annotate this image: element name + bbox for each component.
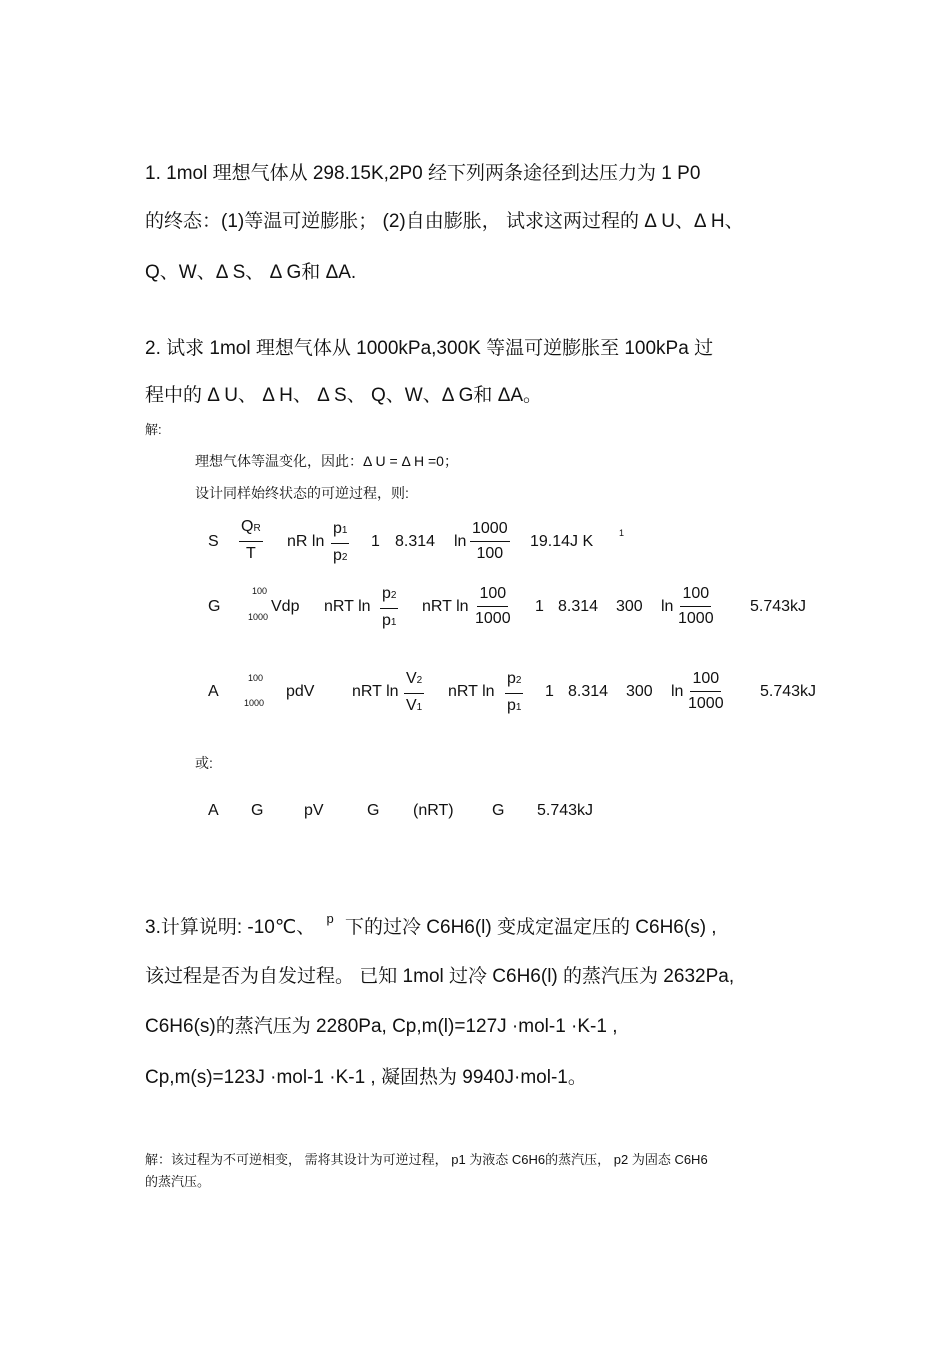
eq-s-frac2-den-sub: 2 <box>341 552 348 563</box>
eq-alt-g3: G <box>492 802 505 819</box>
eq-g-frac2-den: 1000 <box>475 610 511 627</box>
q2-line-1: 2. 试求 1mol 理想气体从 1000kPa,300K 等温可逆膨胀至 100kPa 过 <box>145 338 714 359</box>
eq-g-integrand: Vdp <box>271 598 300 615</box>
eq-g-frac1-num-sub: 2 <box>390 590 397 601</box>
eq-a-frac3-den: 1000 <box>688 695 724 712</box>
eq-g-fraction-3 <box>678 584 714 629</box>
eq-a-term2: nRT ln <box>448 683 495 700</box>
eq-a-ln: ln <box>671 683 684 700</box>
eq-a-frac2-num-sub: 2 <box>515 675 522 686</box>
eq-g-frac1-den-sub: 1 <box>390 617 397 628</box>
eq-a-frac1-num-sub: 2 <box>416 675 423 686</box>
or-label: 或: <box>195 755 213 771</box>
eq-a-lhs: A <box>208 683 219 700</box>
q1-line-1: 1. 1mol 理想气体从 298.15K,2P0 经下列两条途径到达压力为 1 P0 <box>145 163 701 184</box>
eq-s-frac2-num-sub: 1 <box>341 525 348 536</box>
eq-g-r: 8.314 <box>558 598 599 615</box>
eq-a-frac1-num: V <box>406 670 417 687</box>
eq-a-frac1-den-sub: 1 <box>416 702 423 713</box>
eq-g-t: 300 <box>616 598 643 615</box>
solution-text-2: 设计同样始终状态的可逆过程，则: <box>195 485 409 501</box>
eq-s-frac3-den: 100 <box>476 545 504 562</box>
eq-a-upper-limit: 100 <box>248 673 264 683</box>
eq-g-lower-limit: 1000 <box>248 612 269 622</box>
eq-a-term1: nRT ln <box>352 683 399 700</box>
eq-g-ln: ln <box>661 598 674 615</box>
eq-alt-g2: G <box>367 802 380 819</box>
eq-g-frac2-num: 100 <box>477 584 508 607</box>
eq-s-frac1-den: T <box>245 545 256 562</box>
eq-g-frac3-den: 1000 <box>678 610 714 627</box>
eq-a-lower-limit: 1000 <box>244 698 265 708</box>
eq-a-frac2-den-sub: 1 <box>515 702 522 713</box>
eq-g-term2: nRT ln <box>422 598 469 615</box>
eq-a-integrand: pdV <box>286 683 315 700</box>
eq-a-t: 300 <box>626 683 653 700</box>
eq-alt-nrt: (nRT) <box>413 802 454 819</box>
eq-s-frac1-num-sub: R <box>253 523 261 534</box>
eq-g-result: 5.743kJ <box>750 598 807 615</box>
q3-line-1-end: 下的过冷 C6H6(l) 变成定温定压的 C6H6(s) , <box>345 917 717 938</box>
eq-alt-a: A <box>208 802 219 819</box>
eq-s-r: 8.314 <box>395 533 436 550</box>
eq-g-fraction-p <box>380 584 398 633</box>
eq-s-fraction-p <box>331 519 349 568</box>
solution-text-1: 理想气体等温变化，因此：Δ U = Δ H =0； <box>195 453 458 469</box>
eq-alt-g1: G <box>251 802 264 819</box>
solution3-line-2: 的蒸汽压。 <box>145 1174 211 1189</box>
eq-a-fraction-p <box>505 669 523 718</box>
eq-a-one: 1 <box>545 683 554 700</box>
eq-g-fraction-2 <box>475 584 511 629</box>
eq-a-r: 8.314 <box>568 683 609 700</box>
eq-a-frac3-num: 100 <box>690 669 721 692</box>
q1-line-3: Q、W、Δ S、 Δ G和 ΔA. <box>145 262 357 283</box>
q3-line-1 <box>145 912 717 939</box>
eq-alt-pv: pV <box>304 802 324 819</box>
eq-s-frac2-num: p <box>333 520 342 537</box>
eq-s-fraction-ratio <box>470 519 510 564</box>
eq-s-frac2-den: p <box>333 547 342 564</box>
eq-s-term: nR ln <box>287 533 325 550</box>
eq-a-result: 5.743kJ <box>760 683 817 700</box>
q3-line-4: Cp,m(s)=123J ·mol-1 ·K-1 , 凝固热为 9940J·mol-1。 <box>145 1067 587 1088</box>
eq-g-frac1-den: p <box>382 612 391 629</box>
eq-a-fraction-v <box>404 669 424 718</box>
solution3-line-1: 解：该过程为不可逆相变， 需将其设计为可逆过程， p1 为液态 C6H6的蒸汽压， p2 为固态 C6H6 <box>145 1152 708 1167</box>
q1-line-2: 的终态：(1)等温可逆膨胀； (2)自由膨胀， 试求这两过程的 Δ U、Δ H、 <box>145 211 744 232</box>
eq-g-frac1-num: p <box>382 585 391 602</box>
q3-p-symbol: p <box>326 911 334 926</box>
eq-g-frac3-num: 100 <box>680 584 711 607</box>
solution-label: 解: <box>145 422 162 437</box>
eq-a-frac2-num: p <box>507 670 516 687</box>
eq-s-sup: 1 <box>619 528 625 538</box>
q3-line-1-start: 3.计算说明: -10℃、 <box>145 917 316 938</box>
eq-g-one: 1 <box>535 598 544 615</box>
eq-s-frac3-num: 1000 <box>470 519 510 542</box>
eq-a-frac1-den: V <box>406 697 417 714</box>
eq-a-fraction-3 <box>688 669 724 714</box>
eq-g-term1: nRT ln <box>324 598 371 615</box>
eq-s-result: 19.14J K <box>530 533 594 550</box>
q3-line-2: 该过程是否为自发过程。 已知 1mol 过冷 C6H6(l) 的蒸汽压为 2632Pa, <box>145 966 735 987</box>
eq-s-ln: ln <box>454 533 467 550</box>
eq-a-frac2-den: p <box>507 697 516 714</box>
eq-s-lhs: S <box>208 533 219 550</box>
eq-s-one: 1 <box>371 533 380 550</box>
q2-line-2: 程中的 Δ U、 Δ H、 Δ S、 Q、W、Δ G和 ΔA。 <box>145 385 543 406</box>
q3-line-3: C6H6(s)的蒸汽压为 2280Pa, Cp,m(l)=127J ·mol-1 ·K-1 , <box>145 1016 618 1037</box>
eq-g-lhs: G <box>208 598 221 615</box>
eq-s-fraction-q-t <box>239 517 263 564</box>
eq-g-upper-limit: 100 <box>252 586 268 596</box>
eq-alt-result: 5.743kJ <box>537 802 594 819</box>
eq-s-frac1-num: Q <box>241 518 254 535</box>
